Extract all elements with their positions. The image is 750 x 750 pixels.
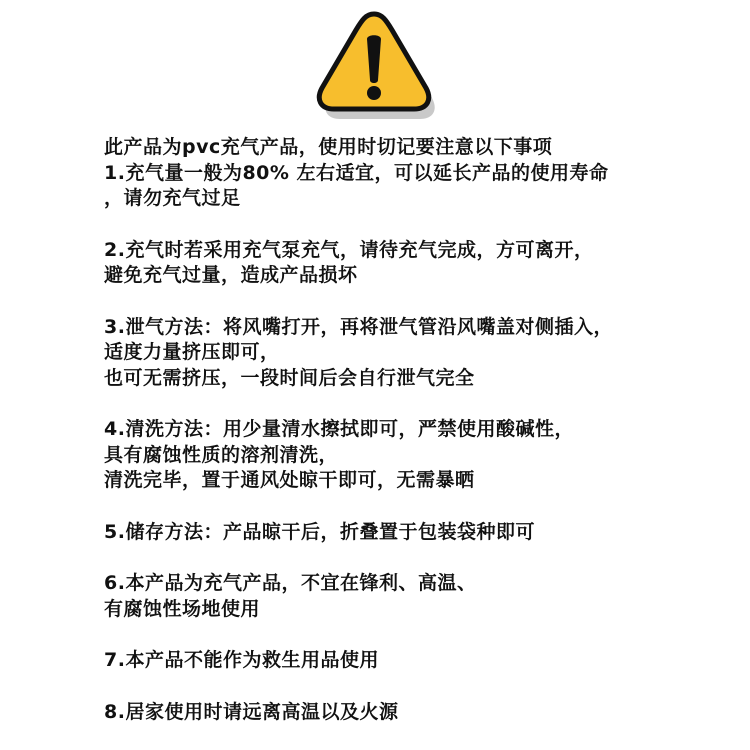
notice-item-6 — [104, 571, 734, 622]
notice-item-line: 也可无需挤压，一段时间后会自行泄气完全 — [104, 366, 475, 389]
notice-item-line: 3.泄气方法：将风嘴打开，再将泄气管沿风嘴盖对侧插入， — [104, 315, 613, 338]
notice-item-line: 避免充气过量，造成产品损坏 — [104, 264, 358, 286]
notice-item-4 — [104, 417, 734, 494]
notice-item-7 — [104, 648, 734, 674]
warning-icon — [304, 6, 444, 126]
notice-intro: 此产品为pvc充气产品，使用时切记要注意以下事项 — [104, 136, 553, 158]
notice-item-line: 清洗完毕，置于通风处晾干即可，无需暴晒 — [104, 469, 475, 491]
exclamation-dot — [367, 86, 381, 100]
notice-item-1 — [104, 161, 734, 212]
notice-item-line: 7.本产品不能作为救生用品使用 — [104, 649, 379, 671]
notice-item-line: ，请勿充气过足 — [104, 187, 241, 209]
notice-item-line: 8.居家使用时请远离高温以及火源 — [104, 700, 399, 723]
notice-item-3 — [104, 315, 734, 392]
notice-item-8 — [104, 700, 734, 726]
notice-body — [104, 135, 734, 725]
notice-item-line: 5.储存方法：产品晾干后，折叠置于包装袋种即可 — [104, 520, 535, 543]
notice-item-line: 1.充气量一般为80% 左右适宜，可以延长产品的使用寿命 — [104, 161, 609, 184]
notice-item-line: 适度力量挤压即可， — [104, 341, 280, 363]
notice-item-2 — [104, 238, 734, 289]
notice-item-line: 2.充气时若采用充气泵充气，请待充气完成，方可离开， — [104, 238, 594, 261]
notice-item-5 — [104, 520, 734, 546]
notice-item-line: 有腐蚀性场地使用 — [104, 597, 261, 620]
notice-item-line: 4.清洗方法：用少量清水擦拭即可，严禁使用酸碱性， — [104, 418, 574, 440]
notice-item-line: 具有腐蚀性质的溶剂清洗， — [104, 443, 339, 466]
notice-item-line: 6.本产品为充气产品，不宜在锋利、高温、 — [104, 572, 477, 594]
